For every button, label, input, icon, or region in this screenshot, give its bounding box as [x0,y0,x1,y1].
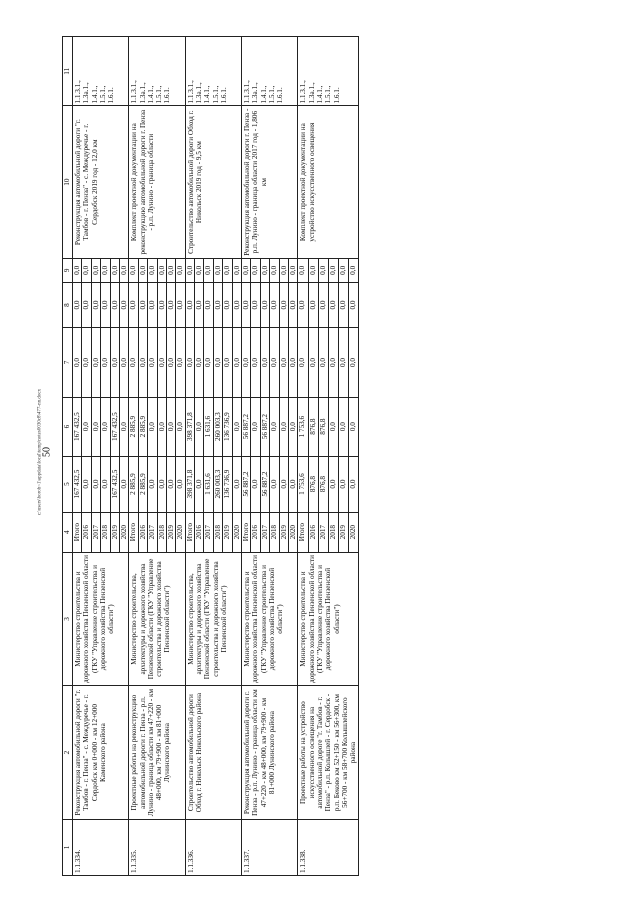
funding-value-c8: 0,0 [298,282,308,327]
funding-value-c8: 0,0 [73,282,82,327]
funding-value-c7: 0,0 [318,328,328,397]
funding-value-c9: 0,0 [318,258,328,282]
indicator-list [298,37,359,107]
indicator-list [185,37,241,107]
funding-value-c9: 0,0 [279,258,288,282]
funding-value-c7: 0,0 [251,328,260,397]
funding-value-c6: 0,0 [232,397,241,456]
year-label: 2020 [232,512,241,552]
indicator-list [73,37,129,107]
funding-value-c7: 0,0 [73,328,82,397]
funding-value-c8: 0,0 [185,282,194,327]
funding-value-c7: 0,0 [232,328,241,397]
funding-value-c5: 0,0 [82,456,91,512]
funding-value-c8: 0,0 [148,282,157,327]
year-label: Итого [242,512,251,552]
funding-value-c7: 0,0 [91,328,100,397]
funding-value-c5: 1 631,6 [204,456,213,512]
funding-value-c8: 0,0 [195,282,204,327]
funding-value-c7: 0,0 [185,328,194,397]
funding-value-c5: 56 887,2 [242,456,251,512]
funding-value-c6: 167 432,5 [73,397,82,456]
funding-value-c8: 0,0 [308,282,318,327]
year-label: 2018 [213,512,222,552]
year-label: 2016 [308,512,318,552]
funding-value-c8: 0,0 [166,282,175,327]
funding-value-c5: 2 885,9 [138,456,147,512]
funding-value-c8: 0,0 [279,282,288,327]
funding-value-c8: 0,0 [232,282,241,327]
funding-value-c6: 167 432,5 [110,397,119,456]
indicator-code: 1.3а.1., [138,82,147,104]
funding-value-c9: 0,0 [242,258,251,282]
table-row [73,37,82,876]
funding-value-c5: 0,0 [288,456,297,512]
indicator-code: 1.4.1., [259,85,268,104]
indicator-code: 1.1.3.1., [74,80,82,104]
funding-value-c9: 0,0 [176,258,185,282]
funding-value-c7: 0,0 [157,328,166,397]
indicator-code: 1.6.1. [332,87,341,104]
funding-value-c6: 260 003,3 [213,397,222,456]
responsible-executor: Министерство строительства и дорожного хозяйства Пензенской области (ГКУ "Управление строительства и дорожного хозяйства Пензенской области") [298,552,359,686]
responsible-executor: Министерство строительства, архитектуры и дорожного хозяйства Пензенской области (ГКУ "Управление строительства и дорожного хозяйства Пензенской области") [129,552,185,686]
table-header [63,37,73,876]
column-number: 11 [63,37,73,107]
funding-value-c6: 0,0 [82,397,91,456]
funding-value-c7: 0,0 [339,328,349,397]
funding-value-c7: 0,0 [213,328,222,397]
column-number: 9 [63,258,73,282]
column-number: 10 [63,106,73,258]
indicator-code: 1.5.1., [211,85,220,104]
funding-value-c6: 0,0 [328,397,338,456]
indicator-code: 1.5.1., [324,85,333,104]
funding-value-c5: 0,0 [279,456,288,512]
funding-value-c5: 0,0 [328,456,338,512]
funding-value-c8: 0,0 [288,282,297,327]
funding-value-c7: 0,0 [288,328,297,397]
funding-value-c8: 0,0 [223,282,232,327]
funding-value-c5: 0,0 [119,456,128,512]
funding-value-c9: 0,0 [223,258,232,282]
funding-value-c8: 0,0 [157,282,166,327]
page-number: 50 [41,447,53,457]
item-code: 1.1.335. [129,819,185,875]
funding-value-c5: 0,0 [166,456,175,512]
funding-value-c5: 136 736,9 [223,456,232,512]
indicator-code: 1.6.1. [163,87,172,104]
funding-value-c9: 0,0 [213,258,222,282]
funding-value-c9: 0,0 [204,258,213,282]
funding-value-c5: 876,8 [318,456,328,512]
column-number: 5 [63,456,73,512]
funding-value-c7: 0,0 [270,328,279,397]
funding-value-c8: 0,0 [213,282,222,327]
funding-value-c6: 876,8 [318,397,328,456]
funding-value-c7: 0,0 [223,328,232,397]
funding-value-c9: 0,0 [185,258,194,282]
indicator-code: 1.1.3.1., [243,80,252,104]
funding-value-c9: 0,0 [138,258,147,282]
table-row [185,37,194,876]
indicator-code: 1.4.1., [203,85,212,104]
measure-name: Проектные работы на реконструкцию автомобильной дороги г. Пенза - р.п. Лунино - граница области км 47+220 - км 48+000, км 79+900 - км 81+000 Лунинского района [129,686,185,820]
funding-value-c8: 0,0 [91,282,100,327]
funding-value-c8: 0,0 [82,282,91,327]
funding-value-c5: 0,0 [339,456,349,512]
year-label: 2017 [148,512,157,552]
funding-value-c8: 0,0 [318,282,328,327]
funding-value-c5: 0,0 [148,456,157,512]
funding-value-c8: 0,0 [349,282,359,327]
year-label: Итого [298,512,308,552]
funding-value-c9: 0,0 [82,258,91,282]
column-number: 4 [63,512,73,552]
funding-value-c9: 0,0 [119,258,128,282]
funding-value-c9: 0,0 [195,258,204,282]
footer-file-path: c:\users\boroh~1\appdata\local\temp\notes0030c8\477-nn.docx [37,388,43,516]
funding-value-c5: 0,0 [349,456,359,512]
column-number-row [63,37,73,876]
year-label: 2017 [260,512,269,552]
indicator-code: 1.6.1. [219,87,228,104]
funding-value-c9: 0,0 [328,258,338,282]
measure-name: Проектные работы на устройство искусственного освещения на автомобильной дороге "г. Тамбов - г. Пенза" - р.п. Колышлей - г. Сердобск - р.п. Бековo км 52+150 - км 56+300, км 56+700 - км 58+700 Колышлейского района [298,686,359,820]
year-label: Итого [73,512,82,552]
funding-value-c5: 56 887,2 [260,456,269,512]
year-label: 2020 [176,512,185,552]
funding-value-c6: 2 885,9 [138,397,147,456]
indicator-code: 1.6.1. [107,87,116,104]
funding-value-c9: 0,0 [101,258,110,282]
funding-value-c7: 0,0 [138,328,147,397]
funding-value-c5: 0,0 [91,456,100,512]
indicator-code: 1.4.1., [146,85,155,104]
year-label: 2019 [279,512,288,552]
column-number: 8 [63,282,73,327]
funding-value-c9: 0,0 [148,258,157,282]
funding-value-c7: 0,0 [148,328,157,397]
funding-value-c7: 0,0 [242,328,251,397]
funding-value-c9: 0,0 [129,258,138,282]
funding-value-c9: 0,0 [157,258,166,282]
funding-value-c7: 0,0 [176,328,185,397]
column-number: 7 [63,328,73,397]
funding-value-c5: 0,0 [251,456,260,512]
indicator-list [129,37,185,107]
funding-value-c6: 2 885,9 [129,397,138,456]
year-label: Итого [185,512,194,552]
measure-name: Реконструкция автомобильной дороги г. Пенза - р.п. Лунино - граница области км 47+220 - км 48+000, км 79+900 - км 81+000 Лунинского района [242,686,298,820]
funding-value-c6: 0,0 [119,397,128,456]
funding-value-c9: 0,0 [288,258,297,282]
funding-value-c7: 0,0 [349,328,359,397]
expected-result: Реконструкция автомобильной дороги г. Пенза - р.п. Лунино - граница области 2017 год - 1,806 км [242,106,298,258]
funding-value-c7: 0,0 [260,328,269,397]
funding-value-c6: 56 887,2 [260,397,269,456]
item-code: 1.1.336. [185,819,241,875]
year-label: 2019 [110,512,119,552]
funding-value-c7: 0,0 [110,328,119,397]
funding-value-c9: 0,0 [91,258,100,282]
responsible-executor: Министерство строительства и дорожного хозяйства Пензенской области (ГКУ "Управление строительства и дорожного хозяйства Пензенской области") [242,552,298,686]
indicator-code: 1.5.1., [98,85,107,104]
funding-value-c6: 398 371,8 [185,397,194,456]
indicator-code: 1.3а.1., [251,82,260,104]
funding-value-c5: 167 432,5 [110,456,119,512]
funding-value-c9: 0,0 [166,258,175,282]
column-number: 2 [63,686,73,820]
funding-value-c9: 0,0 [260,258,269,282]
funding-value-c6: 0,0 [166,397,175,456]
funding-value-c8: 0,0 [242,282,251,327]
funding-value-c6: 0,0 [339,397,349,456]
indicator-code: 1.3а.1., [307,82,316,104]
funding-value-c6: 0,0 [349,397,359,456]
measure-name: Реконструкция автомобильной дороги "г. Тамбов - г. Пенза" - с. Междуречье - г. Сердобск км 0+000 - км 12+000 Каменского района [73,686,129,820]
funding-value-c6: 0,0 [148,397,157,456]
item-code: 1.1.338. [298,819,359,875]
funding-value-c8: 0,0 [110,282,119,327]
expected-result: Комплект проектной документации на реконструкцию автомобильной дороги г. Пенза - р.п. Лунино - граница области [129,106,185,258]
funding-value-c8: 0,0 [260,282,269,327]
funding-value-c6: 0,0 [195,397,204,456]
item-code: 1.1.337. [242,819,298,875]
table-row [298,37,308,876]
funding-value-c6: 0,0 [288,397,297,456]
funding-value-c7: 0,0 [119,328,128,397]
funding-value-c8: 0,0 [328,282,338,327]
funding-value-c6: 0,0 [157,397,166,456]
program-table [62,36,359,876]
column-number: 3 [63,552,73,686]
column-number: 1 [63,819,73,875]
funding-value-c5: 2 885,9 [129,456,138,512]
funding-value-c9: 0,0 [270,258,279,282]
funding-value-c8: 0,0 [101,282,110,327]
expected-result: Строительство автомобильной дороги Обход г. Никольск 2019 год - 9,5 км [185,106,241,258]
funding-value-c9: 0,0 [298,258,308,282]
funding-value-c6: 0,0 [101,397,110,456]
indicator-code: 1.1.3.1., [299,80,308,104]
year-label: 2016 [138,512,147,552]
measure-name: Строительство автомобильной дороги Обход г. Никольск Никольского района [185,686,241,820]
funding-value-c5: 398 371,8 [185,456,194,512]
funding-value-c8: 0,0 [176,282,185,327]
funding-value-c9: 0,0 [349,258,359,282]
indicator-code: 1.4.1., [90,85,99,104]
year-label: 2019 [223,512,232,552]
year-label: 2016 [195,512,204,552]
item-code: 1.1.334. [73,819,129,875]
funding-value-c9: 0,0 [110,258,119,282]
indicator-code: 1.5.1., [155,85,164,104]
year-label: 2019 [339,512,349,552]
funding-value-c6: 0,0 [251,397,260,456]
funding-value-c9: 0,0 [73,258,82,282]
funding-value-c5: 260 003,3 [213,456,222,512]
funding-value-c9: 0,0 [339,258,349,282]
expected-result: Реконструкция автомобильной дороги "г. Тамбов - г. Пенза" - с. Междуречье - г. Сердобск 2019 год - 12,0 км [73,106,129,258]
funding-value-c5: 1 753,6 [298,456,308,512]
funding-value-c8: 0,0 [251,282,260,327]
year-label: 2020 [349,512,359,552]
indicator-code: 1.4.1., [315,85,324,104]
funding-value-c7: 0,0 [101,328,110,397]
table-row [129,37,138,876]
funding-value-c6: 0,0 [279,397,288,456]
year-label: 2017 [91,512,100,552]
year-label: 2018 [157,512,166,552]
year-label: 2018 [270,512,279,552]
funding-value-c6: 0,0 [91,397,100,456]
funding-value-c6: 56 887,2 [242,397,251,456]
funding-value-c6: 136 736,9 [223,397,232,456]
funding-value-c7: 0,0 [204,328,213,397]
funding-value-c5: 0,0 [157,456,166,512]
year-label: 2016 [251,512,260,552]
funding-value-c5: 0,0 [101,456,110,512]
funding-value-c7: 0,0 [308,328,318,397]
indicator-code: 1.6.1. [276,87,285,104]
funding-value-c6: 876,8 [308,397,318,456]
funding-value-c7: 0,0 [82,328,91,397]
year-label: 2017 [204,512,213,552]
indicator-list [242,37,298,107]
funding-value-c5: 0,0 [270,456,279,512]
funding-value-c8: 0,0 [270,282,279,327]
funding-value-c8: 0,0 [204,282,213,327]
year-label: 2020 [288,512,297,552]
funding-value-c8: 0,0 [339,282,349,327]
funding-value-c7: 0,0 [166,328,175,397]
funding-value-c5: 167 432,5 [73,456,82,512]
funding-value-c5: 876,8 [308,456,318,512]
funding-value-c7: 0,0 [195,328,204,397]
funding-value-c5: 0,0 [195,456,204,512]
funding-value-c7: 0,0 [279,328,288,397]
indicator-code: 1.3а.1., [82,82,91,104]
funding-value-c8: 0,0 [138,282,147,327]
table-body [73,37,359,876]
funding-value-c8: 0,0 [119,282,128,327]
funding-value-c9: 0,0 [232,258,241,282]
funding-value-c9: 0,0 [251,258,260,282]
funding-value-c9: 0,0 [308,258,318,282]
year-label: Итого [129,512,138,552]
funding-value-c8: 0,0 [129,282,138,327]
expected-result: Комплект проектной документации на устройство искусственного освещения [298,106,359,258]
year-label: 2017 [318,512,328,552]
table-row [242,37,251,876]
year-label: 2018 [328,512,338,552]
indicator-code: 1.1.3.1., [186,80,195,104]
funding-value-c6: 1 631,6 [204,397,213,456]
column-number: 6 [63,397,73,456]
indicator-code: 1.5.1., [267,85,276,104]
funding-value-c7: 0,0 [129,328,138,397]
funding-value-c7: 0,0 [328,328,338,397]
responsible-executor: Министерство строительства, архитектуры и дорожного хозяйства Пензенской области (ГКУ "Управление строительства и дорожного хозяйства Пензенской области") [185,552,241,686]
year-label: 2019 [166,512,175,552]
funding-value-c5: 0,0 [232,456,241,512]
funding-value-c6: 1 753,6 [298,397,308,456]
responsible-executor: Министерство строительства и дорожного хозяйства Пензенской области (ГКУ "Управление строительства и дорожного хозяйства Пензенской области") [73,552,129,686]
rotated-page-content [62,36,629,876]
year-label: 2020 [119,512,128,552]
funding-value-c5: 0,0 [176,456,185,512]
funding-value-c7: 0,0 [298,328,308,397]
year-label: 2016 [82,512,91,552]
year-label: 2018 [101,512,110,552]
funding-value-c6: 0,0 [270,397,279,456]
indicator-code: 1.3а.1., [194,82,203,104]
indicator-code: 1.1.3.1., [130,80,139,104]
funding-value-c6: 0,0 [176,397,185,456]
